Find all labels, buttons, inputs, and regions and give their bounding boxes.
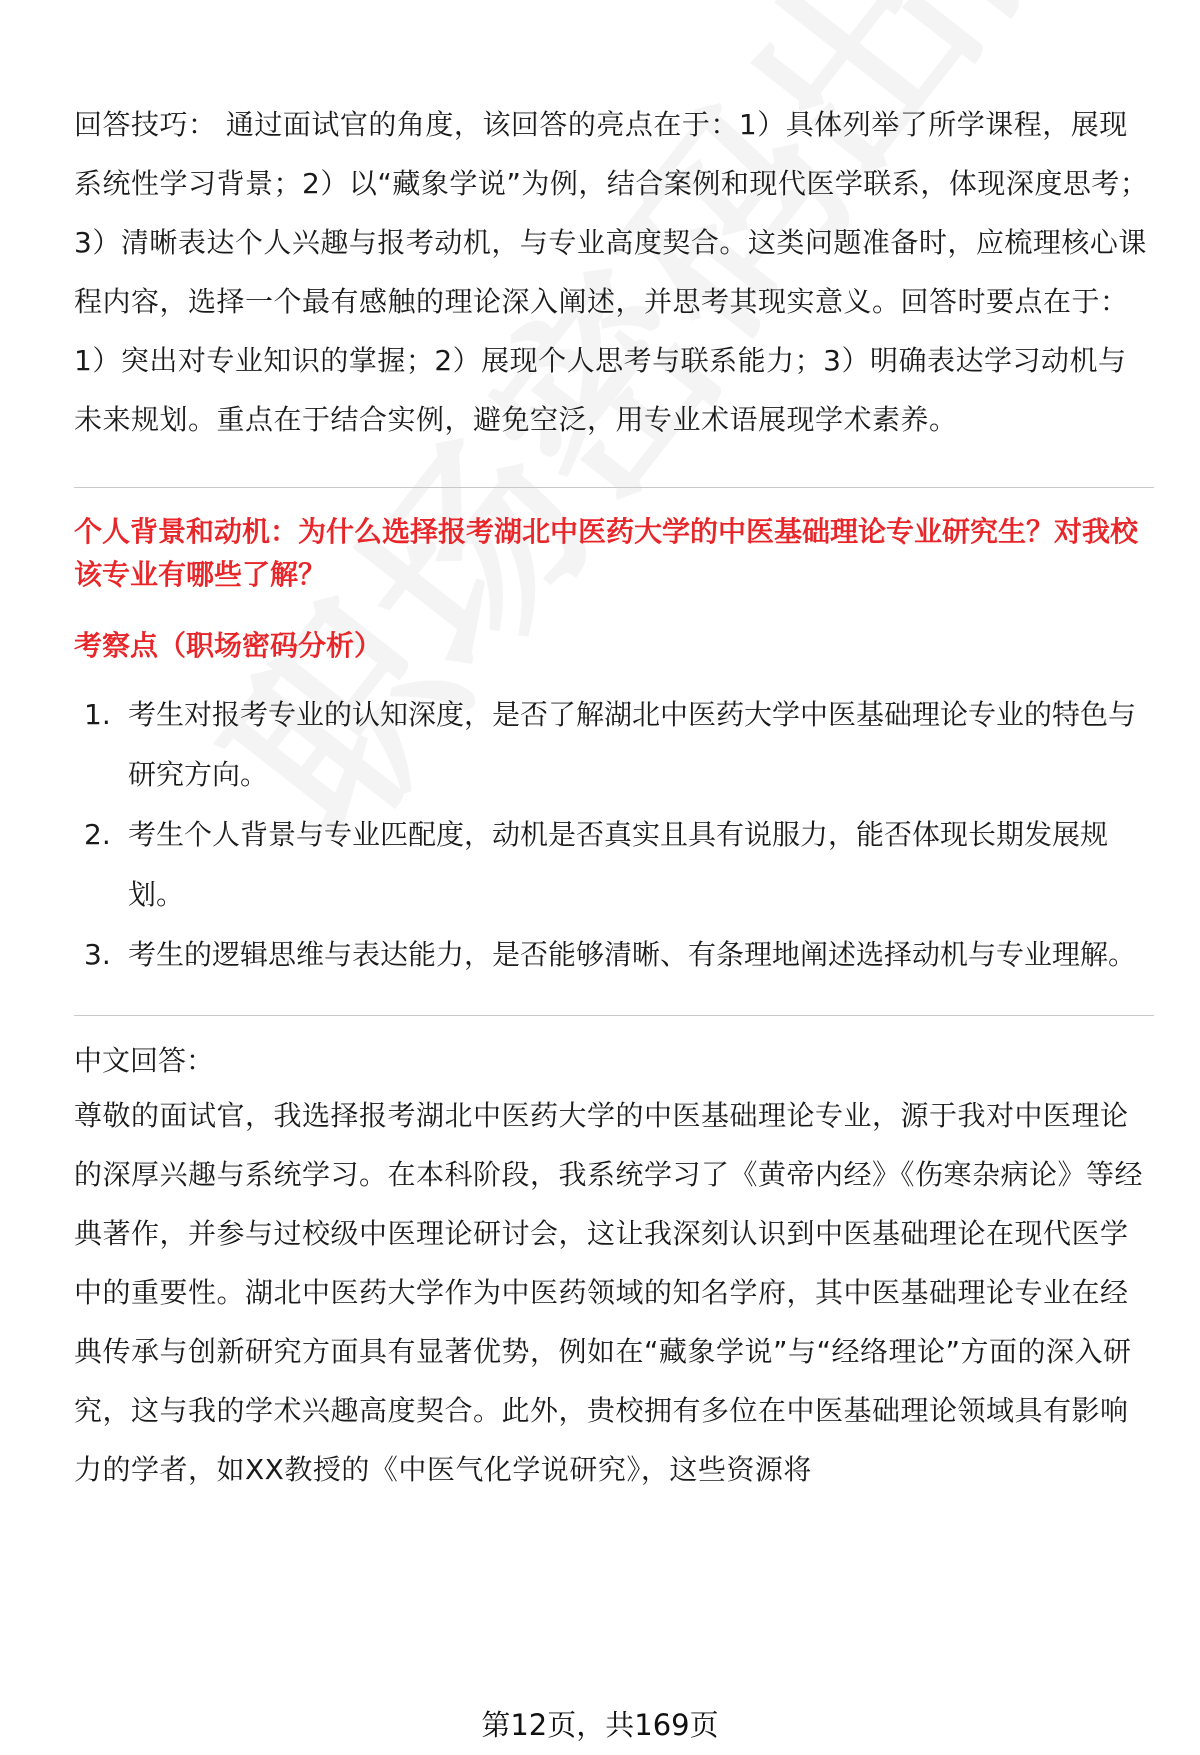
examination-point	[74, 805, 1154, 925]
point-text: 考生的逻辑思维与表达能力，是否能够清晰、有条理地阐述选择动机与专业理解。	[128, 938, 1137, 971]
chinese-answer-label: 中文回答：	[74, 1044, 215, 1077]
section-divider-top	[74, 487, 1154, 488]
point-number: 1.	[84, 698, 111, 731]
chinese-answer-paragraph: 尊敬的面试官，我选择报考湖北中医药大学的中医基础理论专业，源于我对中医理论的深厚兴趣与系统学习。在本科阶段，我系统学习了《黄帝内经》《伤寒杂病论》等经典著作，并参与过校级中医理论研讨会，这让我深刻认识到中医基础理论在现代医学中的重要性。湖北中医药大学作为中医药领域的知名学府，其中医基础理论专业在经典传承与创新研究方面具有显著优势，例如在“藏象学说”与“经络理论”方面的深入研究，这与我的学术兴趣高度契合。此外，贵校拥有多位在中医基础理论领域具有影响力的学者，如XX教授的《中医气化学说研究》，这些资源将	[74, 1099, 1144, 1486]
point-text: 考生个人背景与专业匹配度，动机是否真实且具有说服力，能否体现长期发展规划。	[128, 818, 1109, 911]
page-number-footer: 第12页，共169页	[481, 1708, 719, 1742]
document-page	[74, 95, 1154, 1499]
question-title: 个人背景和动机：为什么选择报考湖北中医药大学的中医基础理论专业研究生？对我校该专业有哪些了解？	[74, 515, 1139, 591]
examination-points-label: 考察点（职场密码分析）	[74, 629, 383, 662]
examination-points-list	[74, 685, 1154, 985]
answer-tips-paragraph: 回答技巧： 通过面试官的角度，该回答的亮点在于：1）具体列举了所学课程，展现系统性学习背景；2）以“藏象学说”为例，结合案例和现代医学联系，体现深度思考；3）清晰表达个人兴趣与报考动机，与专业高度契合。这类问题准备时，应梳理核心课程内容，选择一个最有感触的理论深入阐述，并思考其现实意义。回答时要点在于：1）突出对专业知识的掌握；2）展现个人思考与联系能力；3）明确表达学习动机与未来规划。重点在于结合实例，避免空泛，用专业术语展现学术素养。	[74, 108, 1149, 436]
point-number: 2.	[84, 818, 111, 851]
point-text: 考生对报考专业的认知深度，是否了解湖北中医药大学中医基础理论专业的特色与研究方向。	[128, 698, 1137, 791]
examination-point	[74, 925, 1154, 985]
examination-point	[74, 685, 1154, 805]
point-number: 3.	[84, 938, 111, 971]
section-divider-bottom	[74, 1015, 1154, 1016]
